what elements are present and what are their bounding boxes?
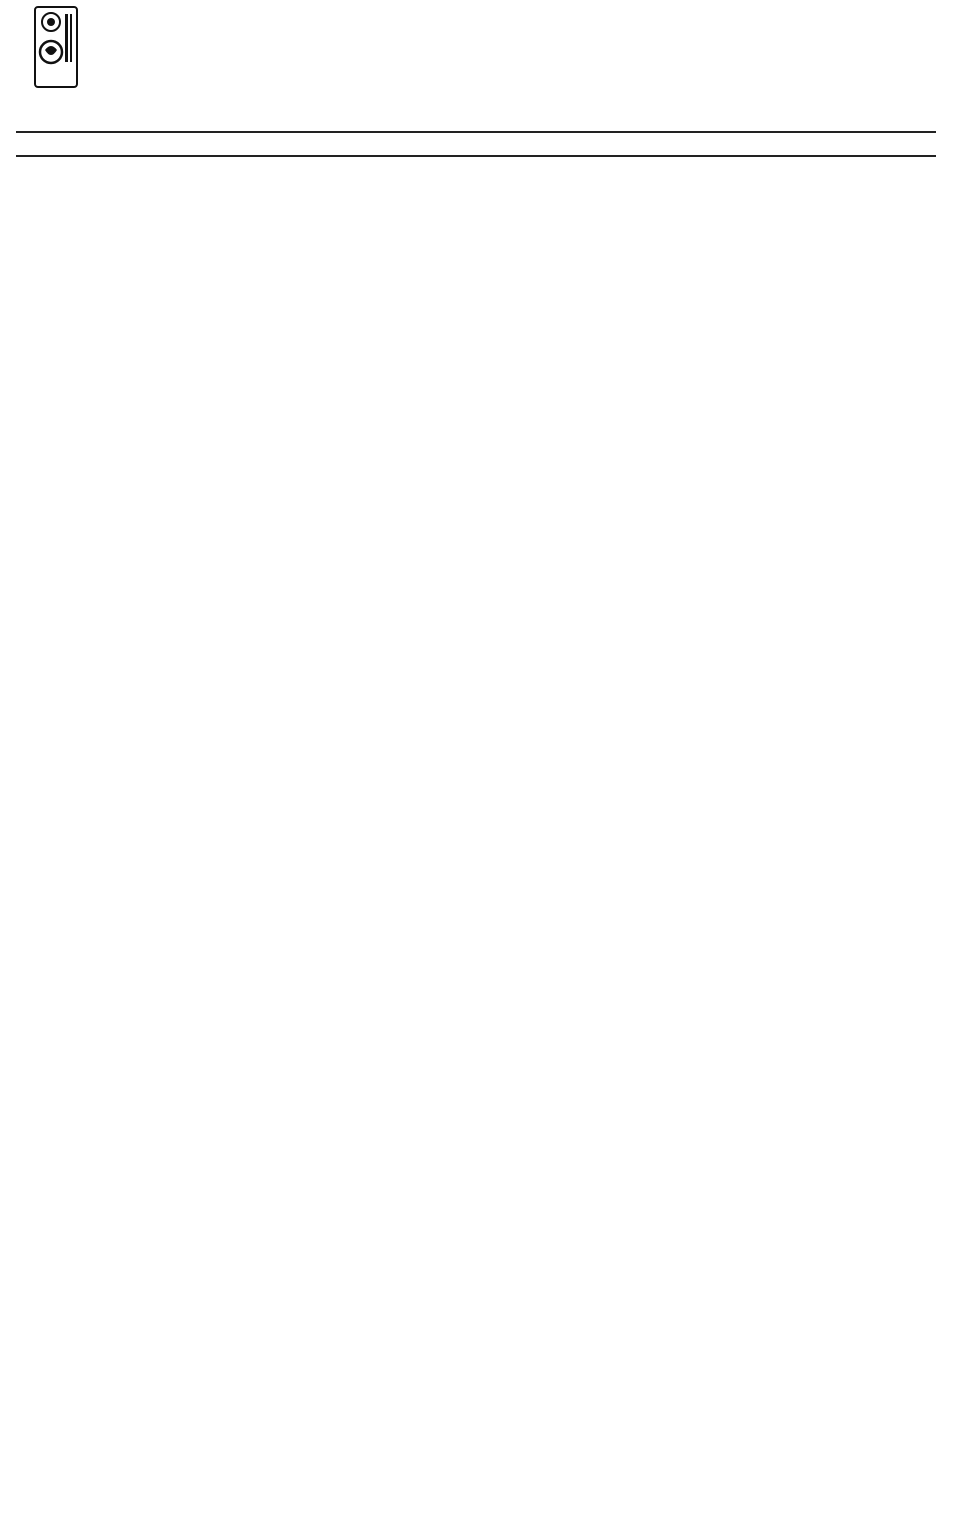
newspaper-title bbox=[98, 0, 948, 85]
masthead-rule-top bbox=[16, 131, 936, 133]
masthead-seal bbox=[34, 6, 78, 88]
masthead-rule-bottom bbox=[16, 155, 936, 157]
seal-icon bbox=[37, 10, 77, 66]
